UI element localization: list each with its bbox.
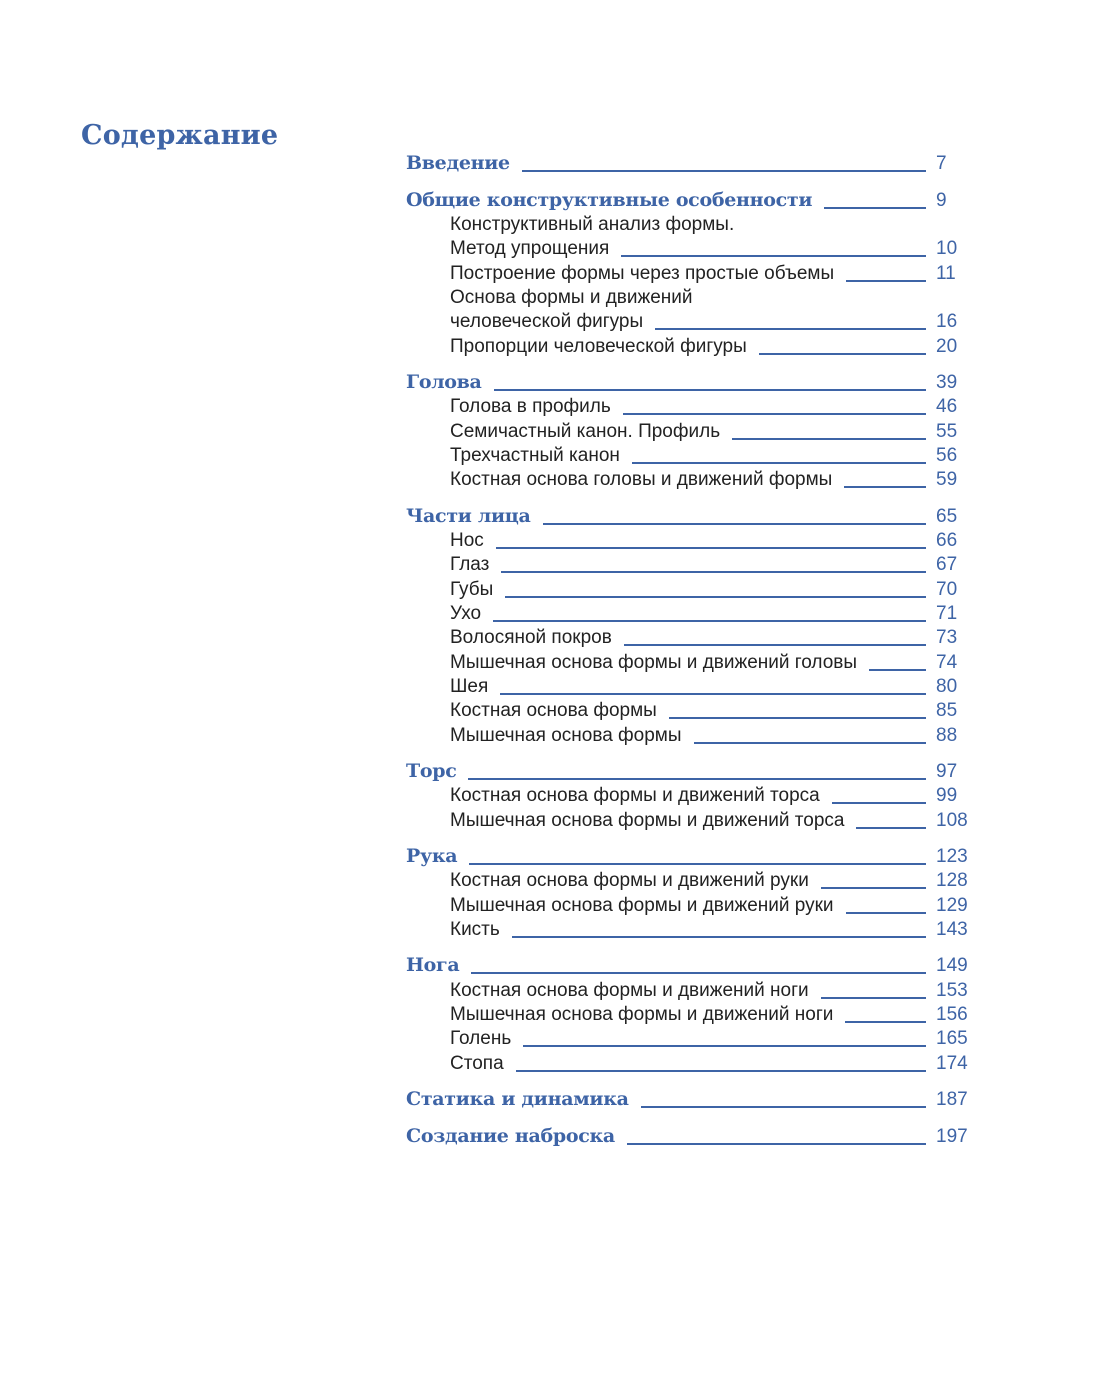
- dot-leader-line: [856, 827, 926, 829]
- dot-leader-line: [516, 1070, 926, 1072]
- toc-page-number: 128: [936, 870, 968, 891]
- toc-section-entry[interactable]: [406, 866, 976, 890]
- toc-entry-title: Нос: [450, 530, 484, 551]
- toc-page-number: 67: [936, 554, 958, 575]
- toc-entry-title: Нога: [406, 954, 460, 976]
- dot-leader-line: [621, 255, 926, 257]
- toc-page-number: 143: [936, 919, 968, 940]
- dot-leader-line: [759, 353, 926, 355]
- toc-page-number: 108: [936, 810, 968, 831]
- toc-page-number: 7: [936, 153, 947, 174]
- dot-leader-line: [844, 486, 926, 488]
- toc-page-number: 156: [936, 1004, 968, 1025]
- toc-entry-title: Введение: [406, 152, 510, 174]
- dot-leader-line: [821, 997, 926, 999]
- toc-section-entry[interactable]: [406, 781, 976, 805]
- toc-entry-title: Трехчастный канон: [450, 445, 620, 466]
- toc-page-number: 9: [936, 190, 947, 211]
- toc-section-entry[interactable]: [406, 915, 976, 939]
- dot-leader-line: [624, 644, 926, 646]
- toc-entry-title: Костная основа формы и движений руки: [450, 870, 809, 891]
- toc-section-entry[interactable]: [406, 1000, 976, 1024]
- toc-page-number: 59: [936, 469, 958, 490]
- toc-entry-title: Шея: [450, 676, 489, 697]
- dot-leader-line: [623, 413, 926, 415]
- toc-entry-title: Пропорции человеческой фигуры: [450, 336, 747, 357]
- dot-leader-line: [496, 547, 926, 549]
- toc-section-entry[interactable]: [406, 332, 976, 356]
- toc-entry-title: Голова: [406, 371, 482, 393]
- toc-page-number: 46: [936, 396, 958, 417]
- toc-page-number: 66: [936, 530, 958, 551]
- toc-page-number: 85: [936, 700, 958, 721]
- toc-entry-title: Губы: [450, 579, 494, 600]
- toc-entry-title: Мышечная основа формы: [450, 725, 682, 746]
- dot-leader-line: [501, 571, 926, 573]
- dot-leader-line: [543, 523, 926, 525]
- toc-page-number: 65: [936, 506, 958, 527]
- toc-entry-title: Семичастный канон. Профиль: [450, 421, 721, 442]
- toc-page-number: 80: [936, 676, 958, 697]
- toc-page-number: 20: [936, 336, 958, 357]
- toc-page-number: 149: [936, 955, 968, 976]
- toc-page-number: 56: [936, 445, 958, 466]
- toc-entry-title: Костная основа головы и движений формы: [450, 469, 833, 490]
- toc-section-entry[interactable]: [406, 623, 976, 647]
- toc-section-entry[interactable]: [406, 1024, 976, 1048]
- toc-entry-title: Стопа: [450, 1053, 504, 1074]
- toc-section-entry[interactable]: [406, 648, 976, 672]
- toc-chapter-entry[interactable]: [406, 951, 976, 975]
- toc-entry-title: Общие конструктивные особенности: [406, 189, 813, 211]
- dot-leader-line: [627, 1143, 926, 1145]
- dot-leader-line: [471, 972, 926, 974]
- dot-leader-line: [669, 717, 926, 719]
- toc-entry-title: Части лица: [406, 505, 531, 527]
- toc-entry-title: Мышечная основа формы и движений головы: [450, 652, 858, 673]
- toc-entry-title: Костная основа формы и движений ноги: [450, 980, 809, 1001]
- toc-page-number: 39: [936, 372, 958, 393]
- page-title: Содержание: [81, 120, 279, 151]
- toc-entry-title: Мышечная основа формы и движений руки: [450, 895, 834, 916]
- toc-entry-title: Статика и динамика: [406, 1088, 629, 1110]
- toc-entry-title: Создание наброска: [406, 1125, 615, 1147]
- dot-leader-line: [824, 207, 926, 209]
- toc-section-entry[interactable]: [406, 575, 976, 599]
- dot-leader-line: [505, 596, 926, 598]
- toc-entry-title: человеческой фигуры: [450, 311, 644, 332]
- toc-page-number: 71: [936, 603, 958, 624]
- dot-leader-line: [655, 328, 926, 330]
- toc-section-entry[interactable]: [406, 891, 976, 915]
- toc-entry-title: Мышечная основа формы и движений торса: [450, 810, 845, 831]
- dot-leader-line: [821, 887, 926, 889]
- dot-leader-line: [494, 389, 926, 391]
- toc-chapter-entry[interactable]: [406, 368, 976, 392]
- toc-entry-title: Голень: [450, 1028, 512, 1049]
- toc-section-entry[interactable]: [406, 696, 976, 720]
- dot-leader-line: [641, 1106, 926, 1108]
- toc-entry-title: Рука: [406, 845, 458, 867]
- dot-leader-line: [845, 1021, 926, 1023]
- toc-section-entry[interactable]: [406, 976, 976, 1000]
- toc-entry-title: Построение формы через простые объемы: [450, 263, 835, 284]
- toc-page-number: 165: [936, 1028, 968, 1049]
- toc-entry-title: Голова в профиль: [450, 396, 611, 417]
- toc-entry-title: Ухо: [450, 603, 482, 624]
- dot-leader-line: [694, 742, 926, 744]
- toc-chapter-entry[interactable]: [406, 1122, 976, 1146]
- toc-entry-title: Волосяной покров: [450, 627, 612, 648]
- toc-entry-title: Торс: [406, 760, 457, 782]
- toc-section-entry[interactable]: [406, 599, 976, 623]
- dot-leader-line: [468, 778, 926, 780]
- toc-section-entry[interactable]: [406, 417, 976, 441]
- toc-chapter-entry[interactable]: [406, 1085, 976, 1109]
- dot-leader-line: [869, 669, 926, 671]
- toc-entry-title: Метод упрощения: [450, 238, 610, 259]
- toc-page-number: 55: [936, 421, 958, 442]
- toc-section-entry[interactable]: [406, 234, 976, 258]
- toc-page-number: 123: [936, 846, 968, 867]
- toc-page-number: 11: [936, 263, 956, 284]
- dot-leader-line: [832, 802, 926, 804]
- toc-chapter-entry[interactable]: [406, 757, 976, 781]
- toc-page-number: 74: [936, 652, 958, 673]
- dot-leader-line: [846, 912, 926, 914]
- toc-section-entry[interactable]: [406, 441, 976, 465]
- toc-section-entry[interactable]: [406, 392, 976, 416]
- toc-section-entry[interactable]: [406, 550, 976, 574]
- toc-section-entry[interactable]: [406, 526, 976, 550]
- toc-page-number: 153: [936, 980, 968, 1001]
- toc-entry-title: Костная основа формы: [450, 700, 657, 721]
- toc-section-entry[interactable]: [406, 721, 976, 745]
- toc-section-entry[interactable]: [406, 465, 976, 489]
- toc-entry-continued: Конструктивный анализ формы.: [450, 214, 735, 235]
- toc-page-number: 10: [936, 238, 958, 259]
- toc-page-number: 129: [936, 895, 968, 916]
- toc-section-entry[interactable]: [406, 672, 976, 696]
- toc-page-number: 197: [936, 1126, 968, 1147]
- toc-section-entry[interactable]: [406, 806, 976, 830]
- toc-entry-title: Костная основа формы и движений торса: [450, 785, 820, 806]
- dot-leader-line: [632, 462, 926, 464]
- dot-leader-line: [523, 1045, 926, 1047]
- toc-chapter-entry[interactable]: [406, 502, 976, 526]
- dot-leader-line: [512, 936, 926, 938]
- toc-page-number: 73: [936, 627, 958, 648]
- toc-page-number: 174: [936, 1053, 968, 1074]
- toc-section-entry[interactable]: [406, 1049, 976, 1073]
- toc-chapter-entry[interactable]: [406, 842, 976, 866]
- toc-page-number: 16: [936, 311, 958, 332]
- dot-leader-line: [493, 620, 926, 622]
- dot-leader-line: [500, 693, 926, 695]
- dot-leader-line: [732, 438, 926, 440]
- toc-section-entry[interactable]: [406, 259, 976, 283]
- toc-entry-title: Кисть: [450, 919, 500, 940]
- dot-leader-line: [522, 170, 926, 172]
- toc-entry-title: Мышечная основа формы и движений ноги: [450, 1004, 834, 1025]
- toc-page-number: 88: [936, 725, 958, 746]
- toc-page-number: 99: [936, 785, 958, 806]
- dot-leader-line: [469, 863, 926, 865]
- toc-entry-title: Глаз: [450, 554, 490, 575]
- toc-entry-continued: Основа формы и движений: [450, 287, 693, 308]
- toc-chapter-entry[interactable]: [406, 149, 976, 173]
- dot-leader-line: [846, 280, 926, 282]
- toc-section-entry[interactable]: [406, 307, 976, 331]
- toc-page-number: 187: [936, 1089, 968, 1110]
- toc-page-number: 97: [936, 761, 958, 782]
- toc-page-number: 70: [936, 579, 958, 600]
- toc-chapter-entry[interactable]: [406, 186, 976, 210]
